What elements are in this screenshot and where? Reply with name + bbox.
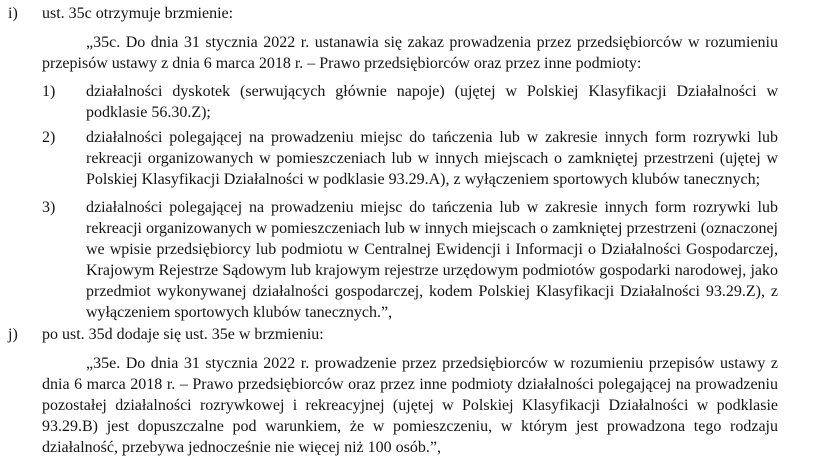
quoted-provision-35c: „35c. Do dnia 31 stycznia 2022 r. ustanawia się zakaz prowadzenia przez przedsiębiorców w rozumieniu przepisów ustawy z dnia 6 marca 2018 r. – Prawo przedsiębiorców oraz przez inne podmioty:	[42, 34, 778, 72]
item-number: 3)	[42, 199, 56, 216]
amendment-letter: i)	[8, 5, 18, 22]
amendment-intro: ust. 35c otrzymuje brzmienie:	[42, 5, 234, 22]
amendment-letter: j)	[8, 326, 18, 343]
item-number: 1)	[42, 83, 56, 100]
amendment-intro: po ust. 35d dodaje się ust. 35e w brzmieniu:	[42, 326, 324, 343]
item-text: działalności dyskotek (serwujących głównie napoje) (ujętej w Polskiej Klasyfikacji Działalności w podklasie 56.30.Z);	[86, 83, 778, 121]
quoted-provision-35e: „35e. Do dnia 31 stycznia 2022 r. prowadzenie przez przedsiębiorców w rozumieniu przepisów ustawy z dnia 6 marca 2018 r. – Prawo przedsiębiorców oraz przez inne podmioty działalności polegającej na prowadzeniu pozostałej działalności rozrywkowej i rekreacyjnej (ujętej w Polskiej Klasyfikacji Działalności w podklasie 93.29.B) jest dopuszczalne pod warunkiem, że w pomieszczeniu, w którym jest prowadzona tego rodzaju działalność, przebywa jednocześnie nie więcej niż 100 osób.”,	[42, 355, 778, 456]
item-text: działalności polegającej na prowadzeniu miejsc do tańczenia lub w zakresie innych form rozrywki lub rekreacji organizowanych w pomieszczeniach lub w innych miejscach o zamkniętej przestrzeni (oznaczonej we wpisie przedsiębiorcy lub podmiotu w Centralnej Ewidencji i Informacji o Działalności Gospodarczej, Krajowym Rejestrze Sądowym lub krajowym rejestrze urzędowym podmiotów gospodarki narodowej, jako przedmiot wykonywanej działalności gospodarczej, kodem Polskiej Klasyfikacji Działalności 93.29.Z), z wyłączeniem sportowych klubów tanecznych.”,	[86, 199, 778, 321]
item-number: 2)	[42, 129, 56, 146]
item-text: działalności polegającej na prowadzeniu miejsc do tańczenia lub w zakresie innych form rozrywki lub rekreacji organizowanych w pomieszczeniach lub w innych miejscach o zamkniętej przestrzeni (ujętej w Polskiej Klasyfikacji Działalności w podklasie 93.29.A), z wyłączeniem sportowych klubów tanecznych;	[86, 129, 778, 188]
